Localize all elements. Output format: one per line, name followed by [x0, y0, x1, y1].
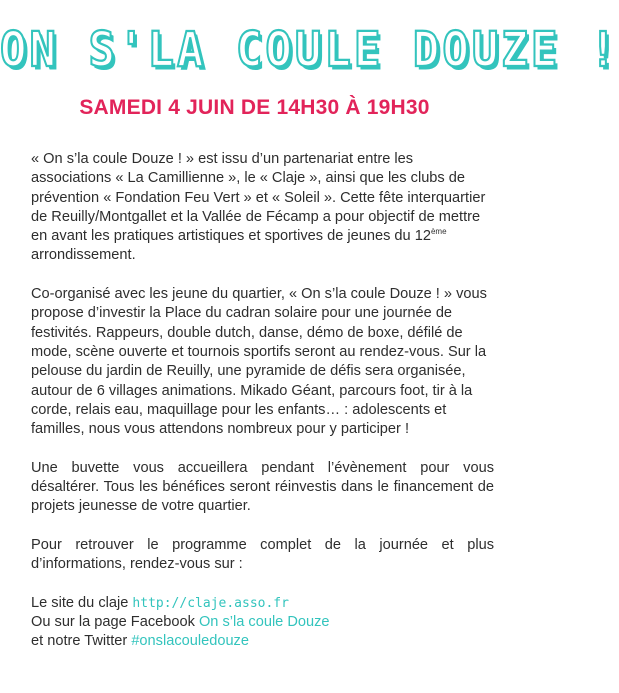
- facebook-link[interactable]: On s’la coule Douze: [198, 614, 330, 631]
- twitter-line: [31, 632, 494, 651]
- site-label: Le site du claje: [31, 594, 133, 611]
- twitter-label: et notre Twitter: [31, 633, 132, 650]
- facebook-label: Ou sur la page Facebook: [31, 614, 199, 631]
- info-paragraph: Pour retrouver le programme complet de la journée et plus d’informations, rendez-vous sur :: [31, 536, 494, 573]
- site-link[interactable]: http://claje.asso.fr: [132, 595, 289, 611]
- site-line: [31, 594, 494, 613]
- facebook-line: [31, 613, 494, 632]
- intro-text-end: arrondissement.: [31, 247, 136, 264]
- event-date-heading: SAMEDI 4 JUIN DE 14H30 À 19H30: [79, 96, 430, 119]
- twitter-link[interactable]: #onslacouledouze: [131, 633, 249, 650]
- article-body: [31, 150, 494, 671]
- program-paragraph: Co-organisé avec les jeune du quartier, « On s’la coule Douze ! » vous propose d’investir la Place du cadran solaire pour une journée de festivités. Rappeurs, double dutch, danse, démo de boxe, défilé de mode, scène ouverte et tournois sportifs seront au rendez-vous. Sur la pelouse du jardin de Reuilly, une pyramide de défis sera organisée, autour de 6 villages animations. Mikado Géant, parcours foot, tir à la corde, relais eau, maquillage pour les enfants… : adolescents et familles, nous vous attendons nombreux pour y participer !: [31, 286, 487, 438]
- intro-paragraph: [31, 150, 494, 266]
- contact-block: [31, 594, 494, 652]
- page-title: ON S'LA COULE DOUZE !: [0, 22, 619, 79]
- buvette-paragraph: Une buvette vous accueillera pendant l’évènement pour vous désaltérer. Tous les bénéfices seront réinvestis dans le financement de projets jeunesse de votre quartier.: [31, 459, 494, 515]
- intro-text: « On s’la coule Douze ! » est issu d’un partenariat entre les associations « La Camillienne », le « Claje », ainsi que les clubs de prévention « Fondation Feu Vert » et « Soleil ». Cette fête interquartier de Reuilly/Montgallet et la Vallée de Fécamp a pour objectif de mettre en avant les pratiques artistiques et sportives de jeunes du 12: [31, 151, 486, 245]
- ordinal-superscript: ème: [430, 227, 447, 237]
